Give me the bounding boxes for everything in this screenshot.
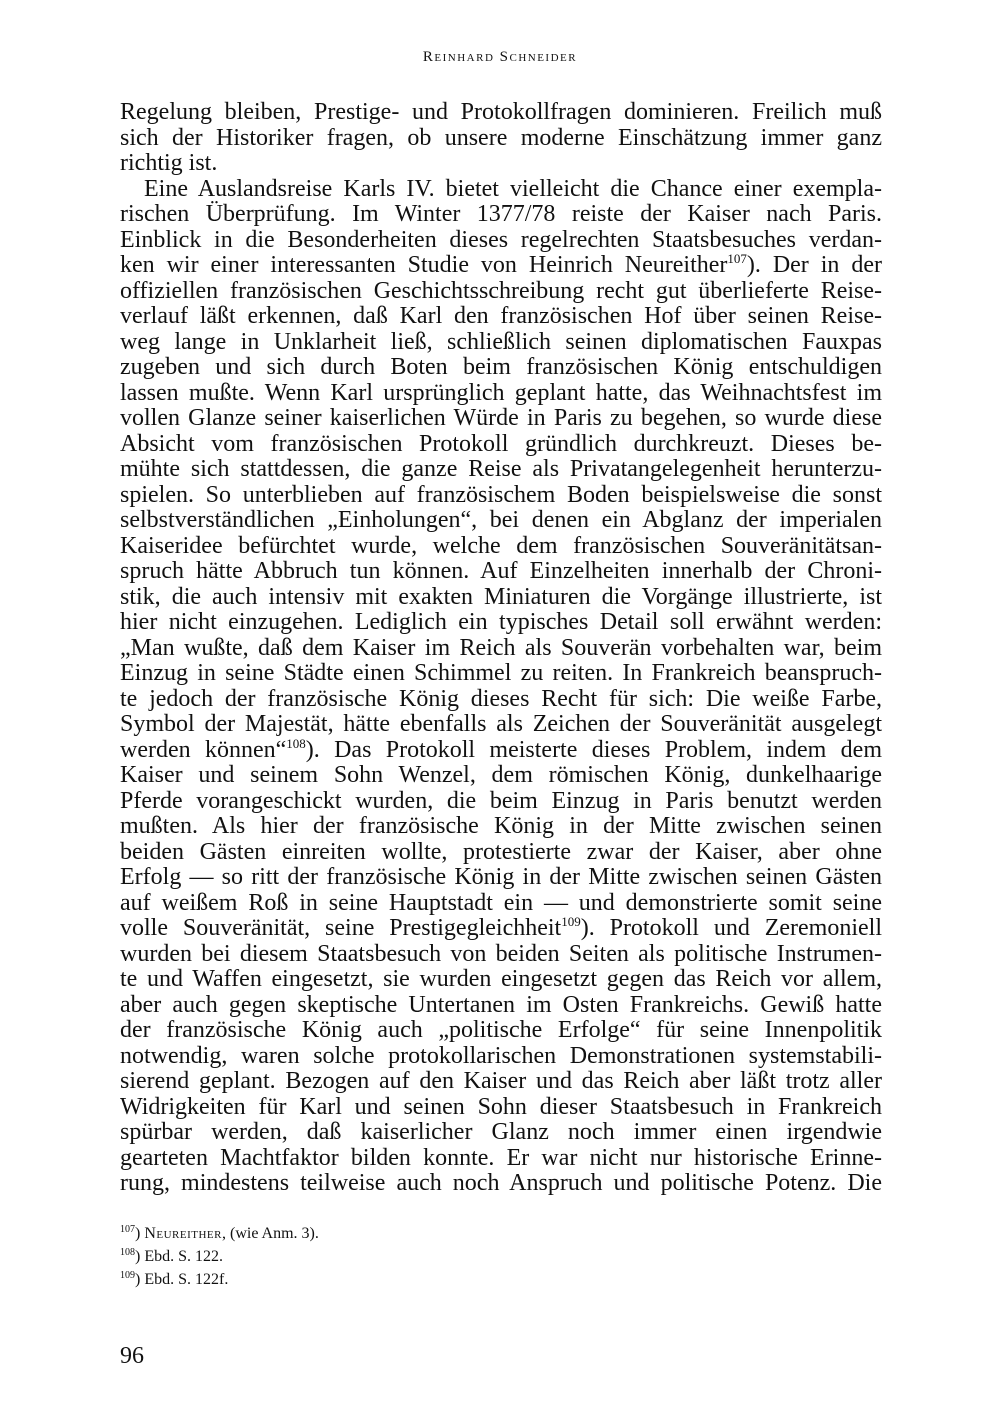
line-text: ken wir einer interessanten Studie von Heinrich Neureither (120, 252, 728, 278)
text-line: auf weißem Roß in seine Hauptstadt ein — und demonstrierte somit seine (120, 889, 882, 916)
line-text-after: ). Protokoll und Zeremoniell (580, 915, 882, 941)
line-text: werden können“ (120, 736, 287, 763)
text-line: Pferde vorangeschickt wurden, die beim Einzug in Paris benutzt werden (120, 787, 882, 814)
text-line: richtig ist. (120, 150, 218, 176)
text-line: Kaiser und seinem Sohn Wenzel, dem römischen König, dunkelhaarige (120, 762, 882, 788)
text-line: Eine Auslandsreise Karls IV. bietet vielleicht die Chance einer exempla- (144, 175, 882, 202)
running-head: Reinhard Schneider (422, 49, 578, 65)
footnote-number: 107 (120, 1224, 135, 1235)
text-line: sich der Historiker fragen, ob unsere moderne Einschätzung immer ganz (120, 124, 882, 151)
text-line: spruch hätte Abbruch tun können. Auf Einzelheiten innerhalb der Chroni- (120, 558, 882, 584)
text-line: Einblick in die Besonderheiten dieses regelrechten Staatsbesuches verdan- (120, 226, 882, 253)
text-line: spürbar werden, daß kaiserlicher Glanz noch immer einen irgendwie (120, 1119, 882, 1145)
text-line: mühte sich stattdessen, die ganze Reise als Privatangelegenheit herunterzu- (120, 456, 882, 482)
text-line: Absicht vom französischen Protokoll gründlich durchkreuzt. Dieses be- (120, 430, 882, 457)
text-line: mußten. Als hier der französische König in der Mitte zwischen seinen (120, 813, 882, 839)
text-line: gearteten Machtfaktor bilden konnte. Er war nicht nur historische Erinne- (120, 1144, 882, 1171)
text-line: notwendig, waren solche protokollarischen Demonstrationen systemstabili- (120, 1042, 882, 1069)
footnote-author: Neureither (144, 1225, 222, 1242)
text-line: te jedoch der französische König dieses Recht für sich: Die weiße Farbe, (120, 685, 882, 712)
text-line: zugeben und sich durch Boten beim französischen König entschuldigen (120, 354, 882, 380)
text-line: „Man wußte, daß dem Kaiser im Reich als Souverän vorbehalten war, beim (120, 634, 882, 661)
text-line: selbstverständlichen „Einholungen“, bei denen ein Abglanz der imperialen (120, 507, 882, 533)
footnote-ref: 108 (286, 735, 306, 751)
footnote-number: 109 (120, 1270, 135, 1281)
text-line (120, 735, 882, 764)
text-line: Symbol der Majestät, hätte ebenfalls als Zeichen der Souveränität ausgelegt (120, 711, 882, 737)
text-line: vollen Glanze seiner kaiserlichen Würde in Paris zu begehen, so wurde diese (120, 405, 882, 431)
text-line: wurden bei diesem Staatsbesuch von beiden Seiten als politische Instrumen- (120, 940, 882, 967)
text-line: spielen. So unterblieben auf französischem Boden beispielsweise die sonst (120, 481, 882, 508)
footnote-number: 108 (120, 1247, 135, 1258)
text-line: weg lange in Unklarheit ließ, schließlich seinen diplomatischen Fauxpas (120, 328, 882, 355)
body-text (120, 100, 882, 1197)
line-text-after: ). Das Protokoll meisterte dieses Problem, indem dem (305, 736, 882, 763)
footnote-text: Ebd. S. 122f. (144, 1271, 229, 1288)
footnote-108: $^{108}$) Ebd. S. 122. (120, 1247, 223, 1265)
text-line: Regelung bleiben, Prestige- und Protokollfragen dominieren. Freilich muß (120, 99, 882, 125)
text-line: sierend geplant. Bezogen auf den Kaiser und das Reich aber läßt trotz aller (120, 1068, 882, 1094)
footnote-109: $^{109}$) Ebd. S. 122f. (120, 1270, 229, 1288)
text-line: Widrigkeiten für Karl und seinen Sohn dieser Staatsbesuch in Frankreich (120, 1093, 882, 1120)
footnote-text: Ebd. S. 122. (144, 1248, 223, 1265)
text-line (120, 253, 882, 279)
footnote-107: $^{107}$) Neureither, (wie Anm. 3). (120, 1224, 319, 1242)
text-line: offiziellen französischen Geschichtsschreibung recht gut überlieferte Reise- (120, 277, 882, 304)
text-line: hier nicht einzugehen. Lediglich ein typisches Detail soll erwähnt werden: (120, 609, 882, 635)
text-line (120, 916, 882, 942)
footnote-ref: 107 (727, 251, 747, 266)
page-number: 96 (120, 1343, 144, 1369)
text-line: lassen mußte. Wenn Karl ursprünglich geplant hatte, das Weihnachtsfest im (120, 379, 882, 406)
text-line: Kaiseridee befürchtet wurde, welche dem französischen Souveränitätsan- (120, 532, 882, 559)
footnote-ref: 109 (561, 914, 581, 929)
text-line: rischen Überprüfung. Im Winter 1377/78 reiste der Kaiser nach Paris. (120, 201, 882, 227)
text-line: beiden Gästen einreiten wollte, protestierte zwar der Kaiser, aber ohne (120, 838, 882, 865)
text-line: te und Waffen eingesetzt, sie wurden eingesetzt gegen das Reich vor allem, (120, 966, 882, 992)
line-text-after: ). Der in der (746, 252, 882, 278)
text-line: verlauf läßt erkennen, daß Karl den französischen Hof über seinen Reise- (120, 303, 882, 329)
text-line: stik, die auch intensiv mit exakten Miniaturen die Vorgänge illustrierte, ist (120, 583, 882, 610)
text-line: Erfolg — so ritt der französische König in der Mitte zwischen seinen Gästen (120, 864, 882, 890)
text-line: aber auch gegen skeptische Untertanen im Osten Frankreichs. Gewiß hatte (120, 991, 882, 1018)
footnote-text: , (wie Anm. 3). (221, 1225, 319, 1242)
text-line: Einzug in seine Städte einen Schimmel zu reiten. In Frankreich beanspruch- (120, 660, 882, 686)
footnotes (120, 1222, 882, 1291)
text-line: rung, mindestens teilweise auch noch Anspruch und politische Potenz. Die (120, 1170, 882, 1196)
line-text: volle Souveränität, seine Prestigegleichheit (120, 915, 562, 941)
text-line: der französische König auch „politische Erfolge“ für seine Innenpolitik (120, 1017, 882, 1043)
